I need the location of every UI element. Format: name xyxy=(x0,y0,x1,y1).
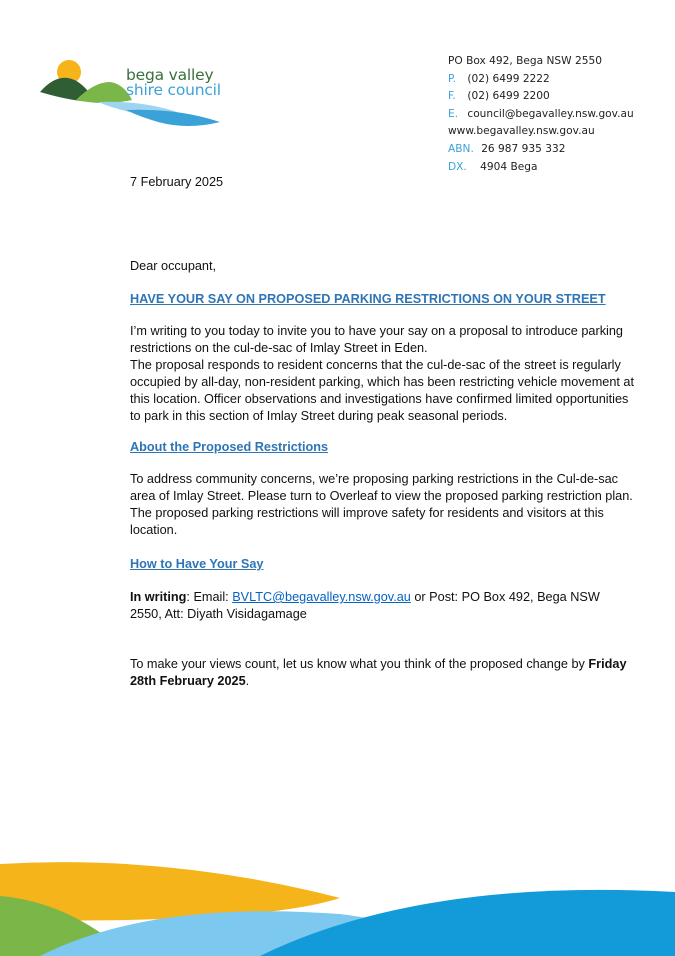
letter-date: 7 February 2025 xyxy=(130,175,224,189)
writing-email-prefix: : Email: xyxy=(186,590,233,604)
abn-label: ABN. xyxy=(448,142,474,155)
closing-text: To make your views count, let us know what you think of the proposed change by xyxy=(130,657,589,671)
intro-text-2: The proposal responds to resident concerns that the cul-de-sac of the street is regularly occupied by all-day, non-resident parking, which has been restricting vehicle movement at this location. Officer observations and investigations have confirmed limited opportunities to park in this section of Imlay Street during peak seasonal periods. xyxy=(130,358,635,423)
dx-number: 4904 Bega xyxy=(480,160,538,173)
phone-number: (02) 6499 2222 xyxy=(467,72,550,85)
contact-phone-row xyxy=(448,71,634,89)
about-heading: About the Proposed Restrictions xyxy=(130,440,329,454)
phone-label: P. xyxy=(448,72,457,85)
logo-line-2: shire council xyxy=(126,81,221,99)
contact-block xyxy=(448,53,634,176)
writing-post: or Post: PO Box 492, Bega NSW 2550, Att: Diyath Visidagamage xyxy=(130,590,600,621)
writing-label: In writing xyxy=(130,590,187,604)
fax-label: F. xyxy=(448,90,456,103)
logo-green-hill xyxy=(76,82,132,103)
contact-website: www.begavalley.nsw.gov.au xyxy=(448,125,595,138)
closing-end: . xyxy=(245,674,250,688)
how-heading: How to Have Your Say xyxy=(130,557,264,571)
contact-fax-row xyxy=(448,88,634,106)
footer-waves xyxy=(0,858,675,956)
intro-text-1: I’m writing to you today to invite you to have your say on a proposal to introduce parking restrictions on the cul-de-sac of Imlay Street in Eden. xyxy=(130,324,623,355)
contact-postal: PO Box 492, Bega NSW 2550 xyxy=(448,55,602,67)
contact-email: council@begavalley.nsw.gov.au xyxy=(467,107,634,120)
contact-email-row xyxy=(448,106,634,124)
intro-paragraph xyxy=(130,323,635,425)
abn-number: 26 987 935 332 xyxy=(481,142,566,155)
contact-abn-row xyxy=(448,141,634,159)
salutation: Dear occupant, xyxy=(130,259,217,273)
closing-deadline: Friday 28th February 2025 xyxy=(130,657,627,688)
closing-paragraph xyxy=(130,656,635,690)
about-paragraph: To address community concerns, we’re proposing parking restrictions in the Cul-de-sac area of Imlay Street. Please turn to Overleaf to view the proposed parking restriction plan. The proposed parking restrictions will improve safety for residents and visitors at this location. xyxy=(130,472,633,537)
dx-label: DX. xyxy=(448,160,467,173)
logo-blue-wave xyxy=(126,110,220,126)
logo-line-1: bega valley xyxy=(126,66,214,84)
logo-wordmark xyxy=(126,68,221,98)
writing-paragraph xyxy=(130,589,635,623)
bvltc-email-link[interactable]: BVLTC@begavalley.nsw.gov.au xyxy=(232,590,411,604)
letter-title: HAVE YOUR SAY ON PROPOSED PARKING RESTRICTIONS ON YOUR STREET xyxy=(130,292,606,306)
fax-number: (02) 6499 2200 xyxy=(467,90,550,103)
email-label: E. xyxy=(448,107,459,120)
